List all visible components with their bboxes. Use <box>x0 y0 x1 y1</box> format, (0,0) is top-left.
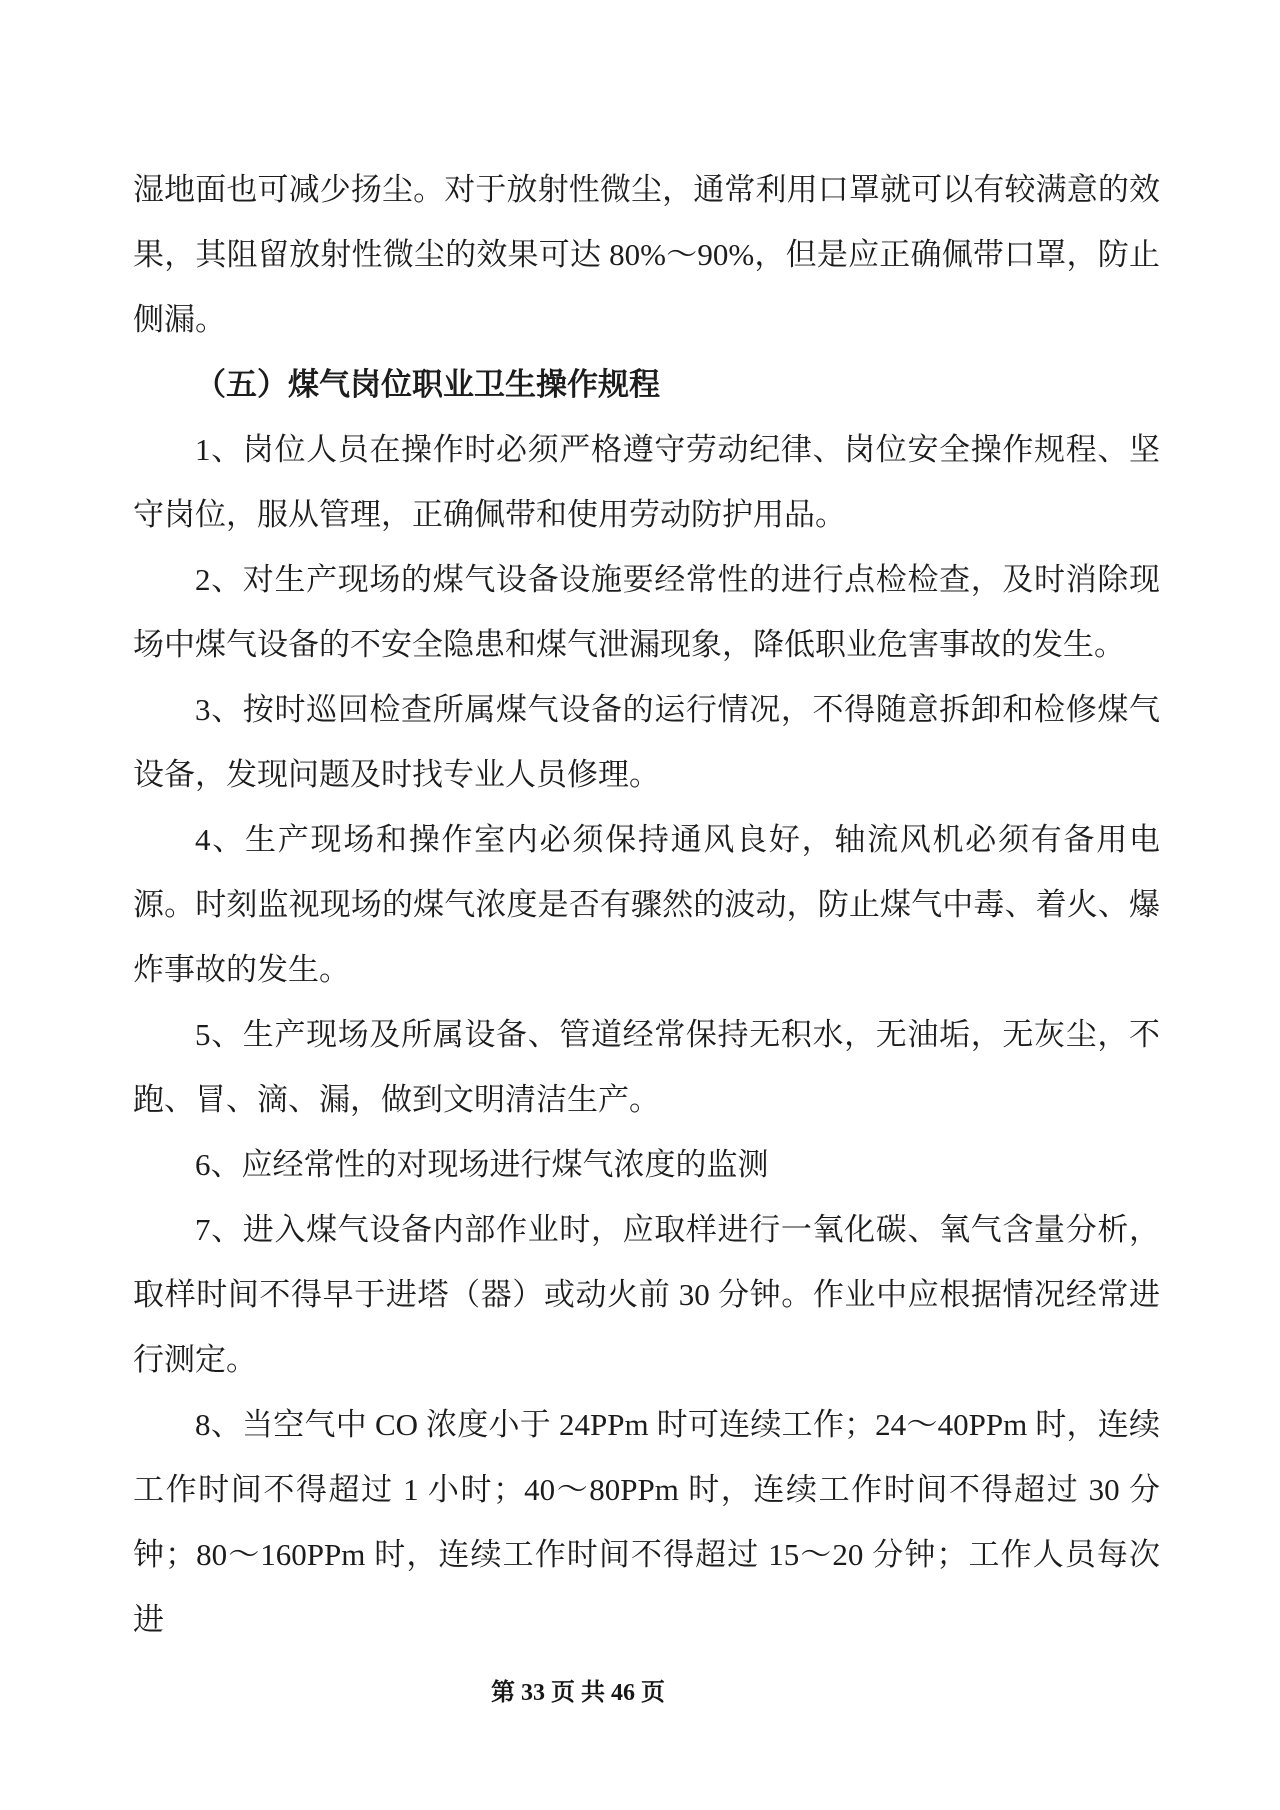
numbered-item-8: 8、当空气中 CO 浓度小于 24PPm 时可连续工作；24～40PPm 时，连续工作时间不得超过 1 小时；40～80PPm 时，连续工作时间不得超过 30 分钟；80～160PPm 时，连续工作时间不得超过 15～20 分钟；工作人员每次进 <box>133 1407 1160 1637</box>
paragraph-continuation: 湿地面也可减少扬尘。对于放射性微尘，通常利用口罩就可以有较满意的效果，其阻留放射性微尘的效果可达 80%～90%，但是应正确佩带口罩，防止侧漏。 <box>133 172 1160 337</box>
section-heading: （五）煤气岗位职业卫生操作规程 <box>195 367 660 402</box>
numbered-item-4: 4、生产现场和操作室内必须保持通风良好，轴流风机必须有备用电源。时刻监视现场的煤气浓度是否有骤然的波动，防止煤气中毒、着火、爆炸事故的发生。 <box>133 822 1160 987</box>
numbered-item-2: 2、对生产现场的煤气设备设施要经常性的进行点检检查，及时消除现场中煤气设备的不安全隐患和煤气泄漏现象，降低职业危害事故的发生。 <box>133 562 1160 662</box>
numbered-item-6: 6、应经常性的对现场进行煤气浓度的监测 <box>195 1147 769 1182</box>
numbered-item-7: 7、进入煤气设备内部作业时，应取样进行一氧化碳、氧气含量分析，取样时间不得早于进塔（器）或动火前 30 分钟。作业中应根据情况经常进行测定。 <box>133 1212 1160 1377</box>
page-footer <box>0 1676 1156 1710</box>
page-number-text: 第 33 页 共 46 页 <box>491 1680 665 1706</box>
numbered-item-5: 5、生产现场及所属设备、管道经常保持无积水，无油垢，无灰尘，不跑、冒、滴、漏，做到文明清洁生产。 <box>133 1017 1160 1117</box>
numbered-item-3: 3、按时巡回检查所属煤气设备的运行情况，不得随意拆卸和检修煤气设备，发现问题及时找专业人员修理。 <box>133 692 1160 792</box>
numbered-item-1: 1、岗位人员在操作时必须严格遵守劳动纪律、岗位安全操作规程、坚守岗位，服从管理，正确佩带和使用劳动防护用品。 <box>133 432 1160 532</box>
